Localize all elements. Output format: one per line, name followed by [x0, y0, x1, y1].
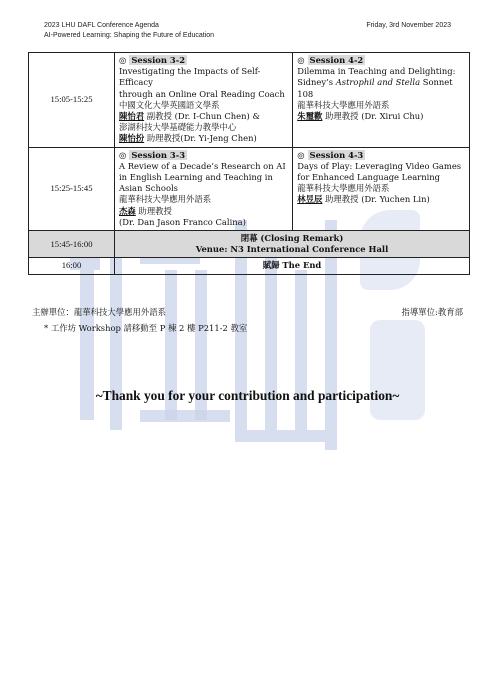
session-label: ◎ Session 4-3 [297, 149, 364, 160]
speaker-name: 杰森 [119, 205, 136, 216]
closing-remark: 閉幕 (Closing Remark) [240, 233, 344, 244]
time-slot: 15:45-16:00 [29, 231, 115, 258]
session-cell [293, 147, 470, 230]
session-title: Asian Schools [119, 183, 178, 194]
time-slot: 16:00 [29, 258, 115, 274]
circle-icon: ◎ [297, 149, 305, 160]
session-title: Days of Play: Leveraging Video Games [297, 160, 462, 171]
speaker-name: 林昱辰 [297, 194, 323, 205]
closing-venue: Venue: N3 International Conference Hall [195, 244, 389, 255]
speaker-name: 陳怡扮 [119, 133, 145, 144]
circle-icon: ◎ [119, 149, 127, 160]
organizer: 主辦單位：龍華科技大學應用外語系 [32, 307, 166, 317]
time-slot: 15:05-15:25 [29, 53, 115, 148]
conference-date: Friday, 3rd November 2023 [366, 22, 451, 29]
sponsor: 指導單位:教育部 [401, 307, 463, 317]
session-title: in English Learning and Teaching in [119, 172, 273, 183]
session-label: ◎ Session 4-2 [297, 55, 364, 65]
session-cell [115, 147, 293, 230]
session-title: Sidney’s Astrophil and Stella Sonnet 108 [297, 77, 453, 99]
session-title: for Enhanced Language Learning [297, 172, 441, 183]
speaker-role: 助理教授(Dr. Yi-Jeng Chen) [146, 133, 257, 144]
conference-title: 2023 LHU DAFL Conference Agenda [44, 22, 159, 29]
speaker-role: 助理教授 [138, 205, 172, 216]
agenda-table [28, 52, 470, 275]
speaker-name: 陳怡君 [119, 111, 145, 122]
conference-subtitle: AI-Powered Learning: Shaping the Future of Education [44, 31, 215, 39]
session-title: A Review of a Decade’s Research on AI [119, 160, 286, 171]
affiliation: 龍華科技大學應用外語系 [297, 99, 390, 110]
table-row [29, 231, 470, 258]
table-row [29, 258, 470, 274]
speaker-extra: (Dr. Dan Jason Franco Calina) [119, 216, 246, 227]
session-title: Investigating the Impacts of Self-Efficacy [119, 66, 261, 88]
circle-icon: ◎ [119, 55, 127, 65]
affiliation: 龍華科技大學應用外語系 [119, 194, 212, 205]
session-label: ◎ Session 3-2 [119, 55, 186, 65]
session-title: Dilemma in Teaching and Delighting: [297, 66, 456, 77]
workshop-note: * 工作坊 Workshop 請移動至 P 棟 2 樓 P211-2 教室 [44, 323, 248, 333]
session-cell [115, 53, 293, 148]
page-header [44, 21, 451, 40]
affiliation: 中國文化大學英國語文學系 [119, 99, 220, 110]
affiliation: 澎湖科技大學基礎能力教學中心 [119, 122, 237, 133]
organizer-line [32, 306, 463, 318]
session-title: through an Online Oral Reading Coach [119, 88, 285, 99]
speaker-name: 朱璽歡 [297, 111, 323, 122]
circle-icon: ◎ [297, 55, 305, 65]
speaker-role: 副教授 (Dr. I-Chun Chen) & [146, 111, 260, 122]
closing-cell [115, 231, 470, 258]
table-row [29, 53, 470, 148]
table-row [29, 147, 470, 230]
thanks-message: ~Thank you for your contribution and participation~ [95, 388, 400, 403]
time-slot: 15:25-15:45 [29, 147, 115, 230]
affiliation: 龍華科技大學應用外語系 [297, 183, 390, 194]
session-cell [293, 53, 470, 148]
speaker-role: 助理教授 (Dr. Yuchen Lin) [325, 194, 430, 205]
end-label: 賦歸 The End [115, 258, 470, 274]
session-label: ◎ Session 3-3 [119, 149, 186, 160]
speaker-role: 助理教授 (Dr. Xirui Chu) [325, 111, 424, 122]
